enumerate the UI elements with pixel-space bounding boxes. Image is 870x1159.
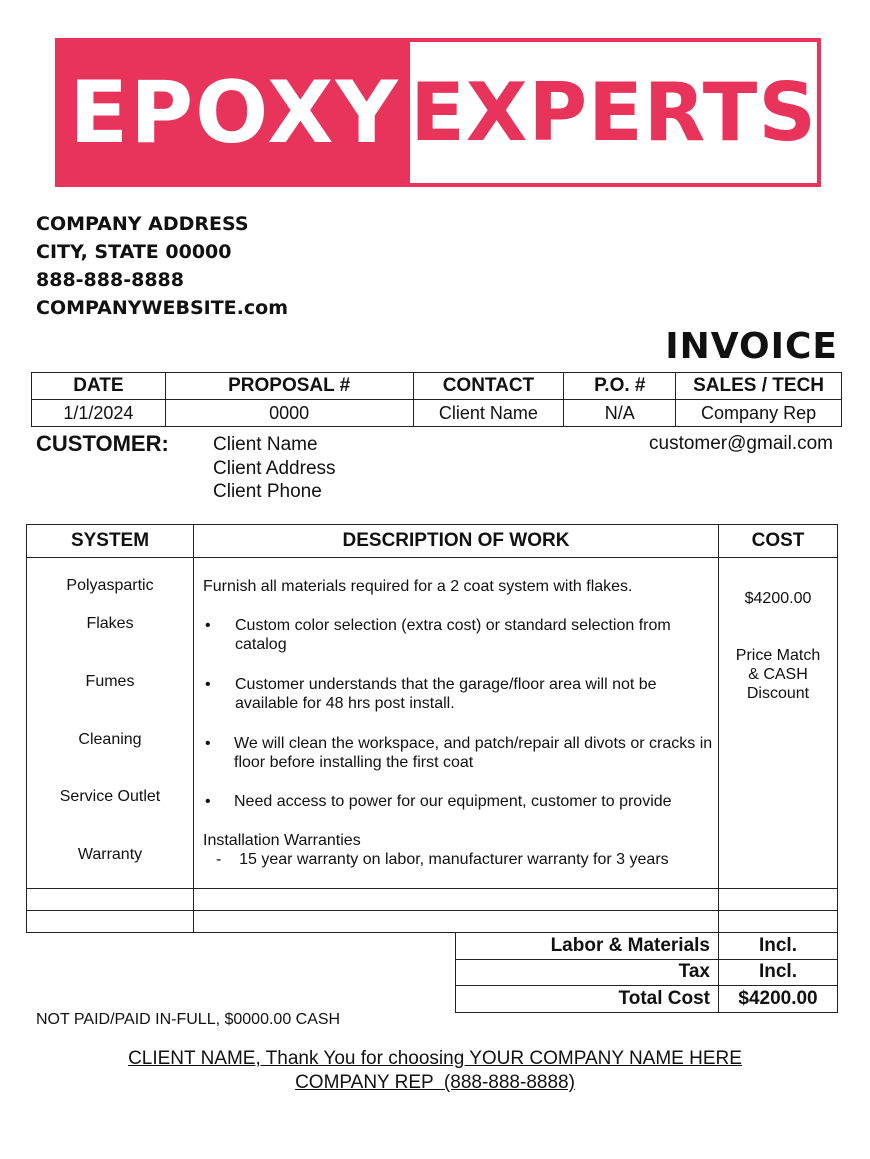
work-header-system: SYSTEM	[70, 530, 150, 551]
cost-note: Price Match & CASH Discount	[735, 647, 821, 702]
labor-materials-label: Labor & Materials	[456, 933, 719, 960]
totals-row	[456, 959, 838, 986]
total-cost-label: Total Cost	[456, 986, 719, 1013]
invoice-title: INVOICE	[665, 326, 838, 367]
info-header-po: P.O. #	[564, 373, 676, 400]
company-logo	[55, 38, 821, 187]
bullet-marker: •	[205, 676, 211, 693]
totals-row	[456, 986, 838, 1013]
work-header-cost: COST	[751, 530, 805, 551]
info-header-proposal: PROPOSAL #	[165, 373, 413, 400]
thank-you-line: CLIENT NAME, Thank You for choosing YOUR COMPANY NAME HERE	[128, 1048, 742, 1069]
customer-label: CUSTOMER:	[36, 431, 169, 456]
system-item: Cleaning	[78, 731, 142, 748]
work-divider	[27, 910, 837, 911]
info-po: N/A	[564, 400, 676, 427]
labor-materials-value: Incl.	[719, 933, 838, 960]
bullet-marker: •	[205, 617, 211, 634]
info-contact: Client Name	[413, 400, 564, 427]
warranty-title: Installation Warranties	[203, 832, 361, 849]
work-divider	[27, 888, 837, 889]
info-header-row	[32, 373, 842, 400]
tax-label: Tax	[456, 959, 719, 986]
info-date: 1/1/2024	[32, 400, 166, 427]
company-phone: 888-888-8888	[36, 269, 184, 291]
bullet-text: Need access to power for our equipment, customer to provide	[234, 793, 672, 810]
info-header-contact: CONTACT	[413, 373, 564, 400]
work-table	[26, 524, 838, 933]
customer-phone: Client Phone	[213, 481, 322, 502]
totals-row	[456, 933, 838, 960]
work-intro: Furnish all materials required for a 2 coat system with flakes.	[203, 578, 633, 595]
company-rep-line: COMPANY REP (888-888-8888)	[295, 1072, 575, 1093]
info-sales-tech: Company Rep	[676, 400, 842, 427]
company-website: COMPANYWEBSITE.com	[36, 297, 288, 319]
work-divider	[193, 525, 194, 932]
company-address: COMPANY ADDRESS	[36, 213, 249, 235]
customer-name: Client Name	[213, 434, 318, 455]
info-value-row	[32, 400, 842, 427]
system-item: Fumes	[85, 673, 135, 690]
tax-value: Incl.	[719, 959, 838, 986]
work-divider	[27, 557, 837, 558]
customer-details	[213, 433, 336, 504]
total-cost-value: $4200.00	[719, 986, 838, 1013]
bullet-text: Customer understands that the garage/floor area will not be available for 48 hrs post install.	[235, 676, 657, 712]
customer-address: Client Address	[213, 457, 336, 479]
customer-email: customer@gmail.com	[649, 433, 833, 454]
totals-table	[455, 932, 838, 1013]
bullet-text: Custom color selection (extra cost) or standard selection from catalog	[235, 617, 671, 653]
work-cost: $4200.00	[744, 590, 812, 607]
invoice-info-table	[31, 372, 842, 427]
logo-word-epoxy: EPOXY	[59, 42, 410, 183]
payment-status-note: NOT PAID/PAID IN-FULL, $0000.00 CASH	[36, 1011, 341, 1028]
company-info	[36, 210, 288, 322]
bullet-text: We will clean the workspace, and patch/repair all divots or cracks in floor before installing the first coat	[234, 735, 713, 771]
info-proposal: 0000	[165, 400, 413, 427]
info-header-date: DATE	[32, 373, 166, 400]
bullet-marker: •	[205, 735, 211, 752]
system-item: Polyaspartic	[66, 577, 154, 594]
info-header-sales-tech: SALES / TECH	[676, 373, 842, 400]
company-city-state: CITY, STATE 00000	[36, 241, 232, 263]
warranty-detail: - 15 year warranty on labor, manufacturer warranty for 3 years	[216, 851, 669, 868]
work-header-description: DESCRIPTION OF WORK	[342, 530, 570, 551]
system-item: Flakes	[86, 615, 134, 632]
logo-word-experts: EXPERTS	[410, 42, 817, 183]
system-item: Service Outlet	[59, 788, 161, 805]
bullet-marker: •	[205, 793, 211, 810]
system-item: Warranty	[77, 846, 143, 863]
